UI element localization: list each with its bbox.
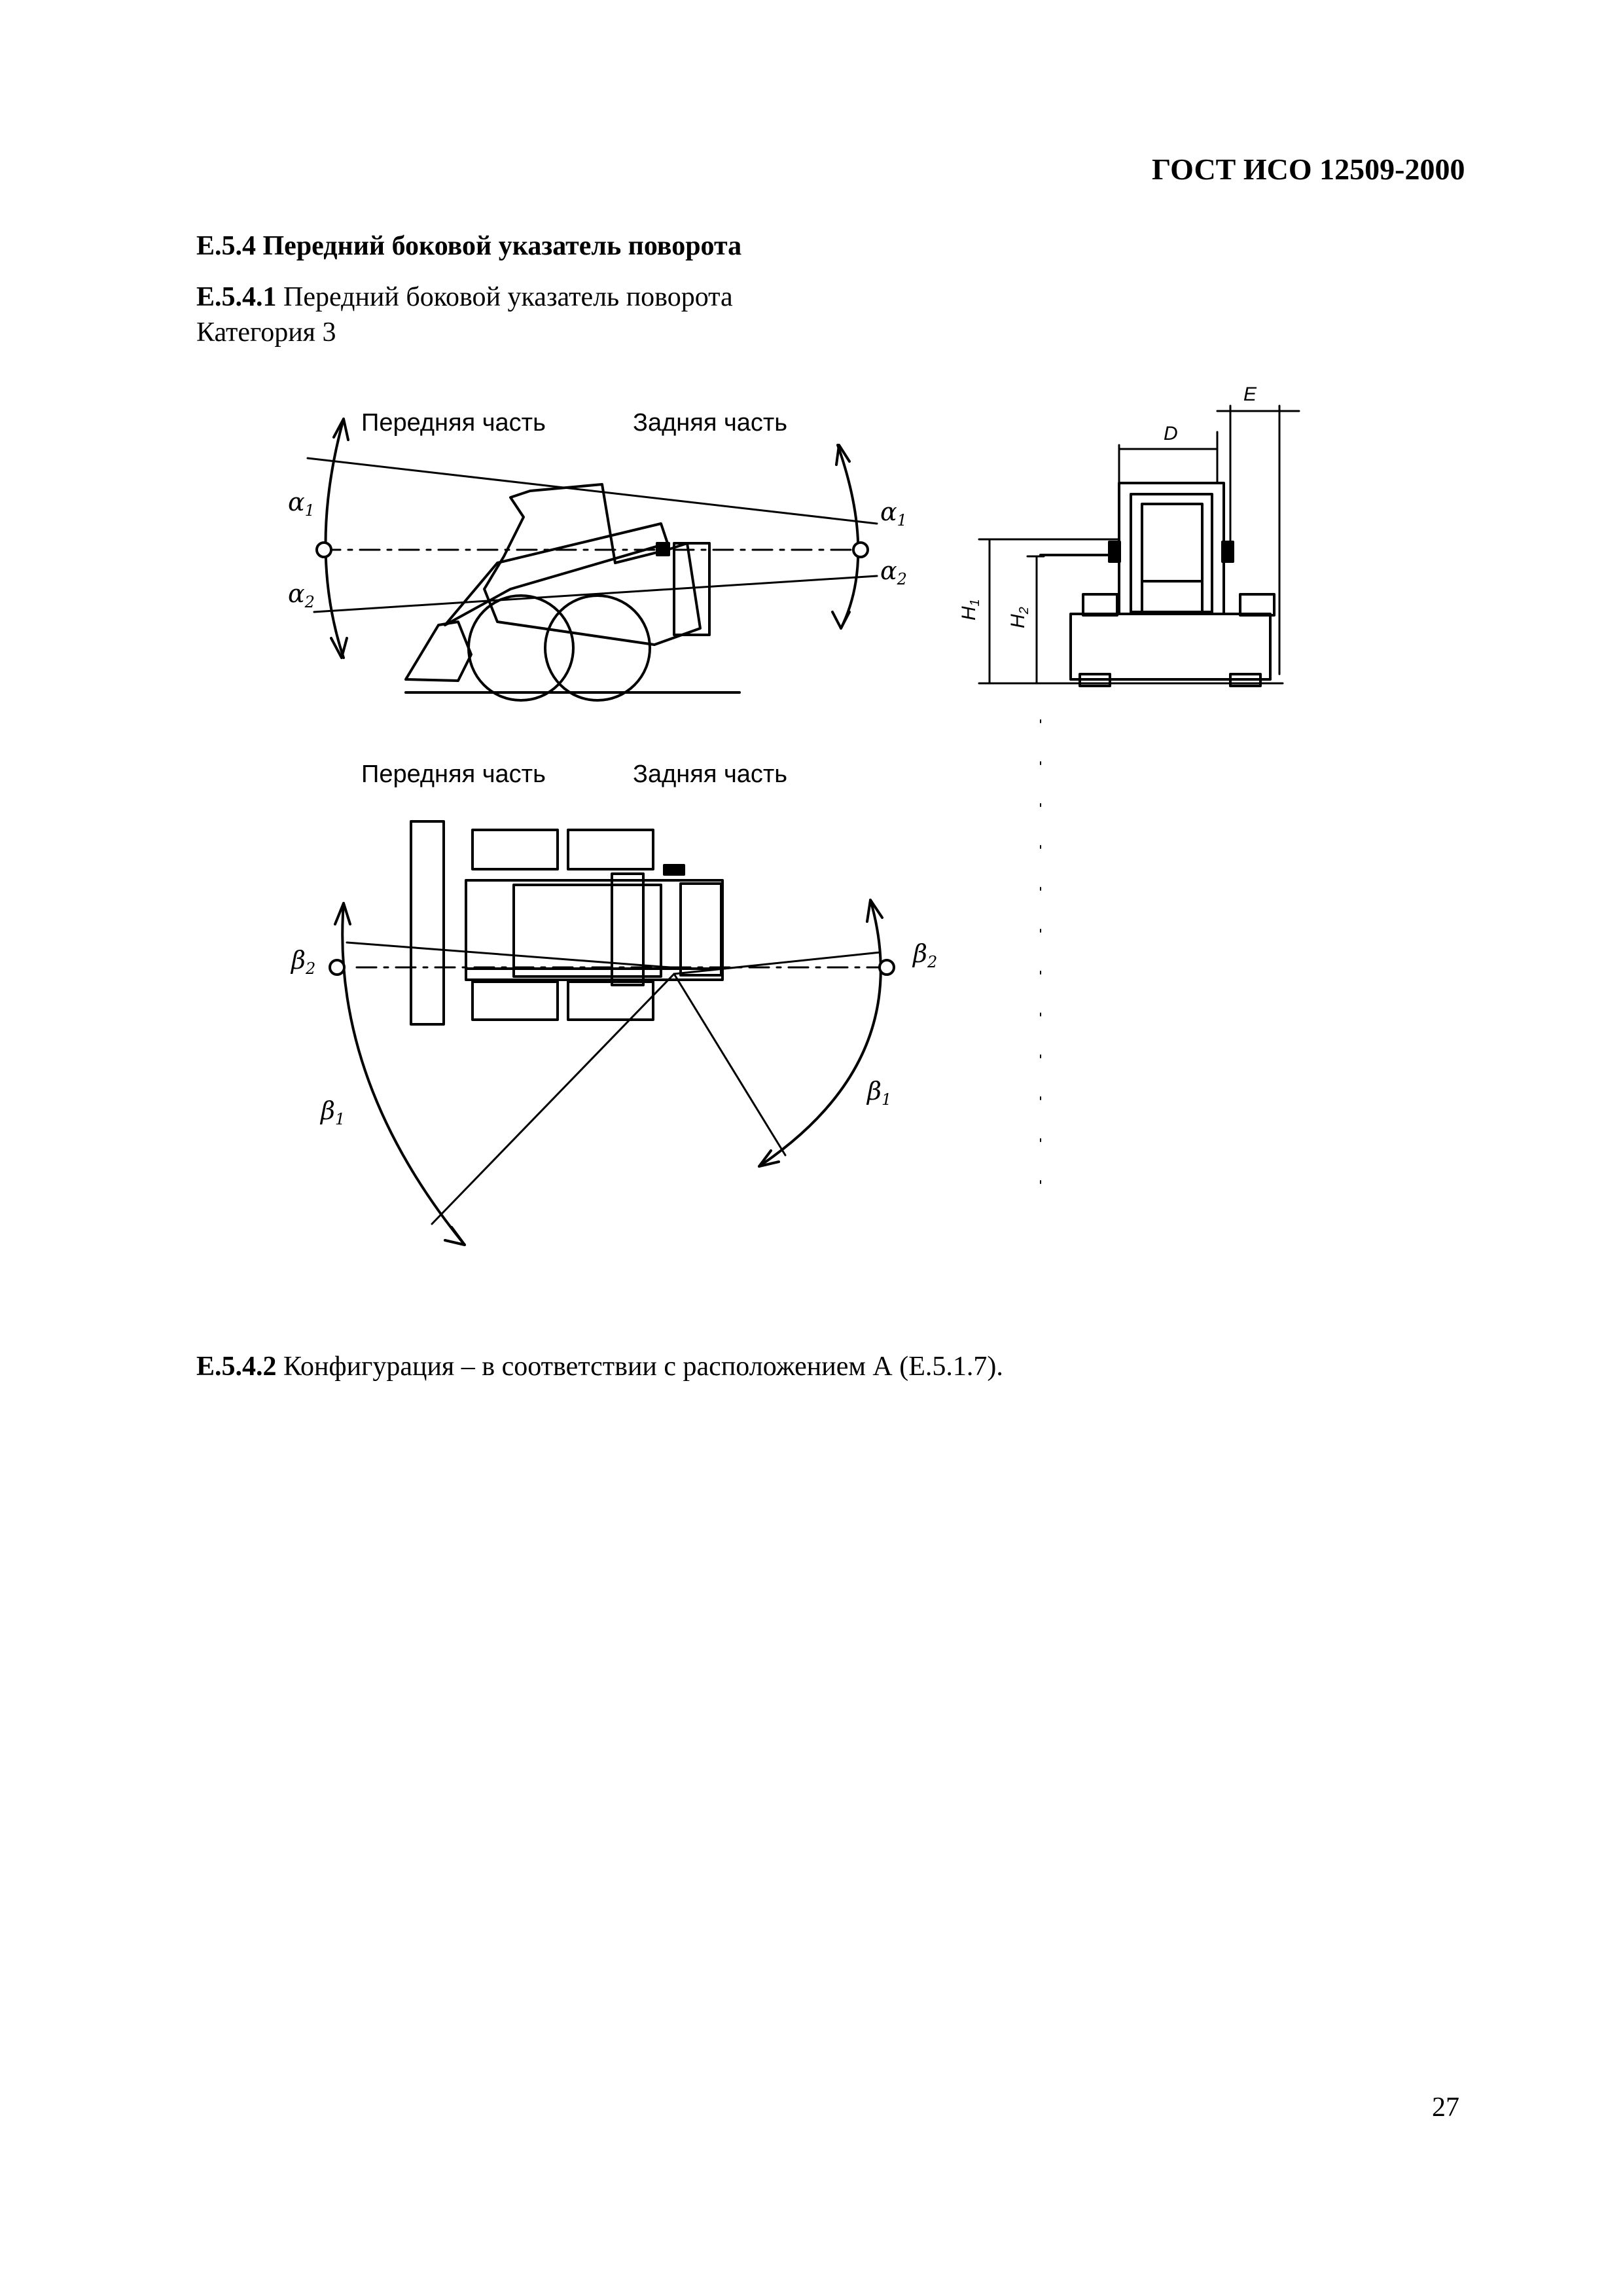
beta2-right-label: $\beta_2$ — [913, 939, 938, 971]
page-number: 27 — [1432, 2092, 1459, 2123]
configuration-paragraph — [196, 1351, 1003, 1382]
top-view-diagram — [330, 821, 894, 1245]
alpha1-right-label: $\alpha_1$ — [880, 497, 907, 529]
subsection2-number: Е.5.4.2 — [196, 1352, 277, 1382]
dim-e-label: E — [1243, 384, 1257, 405]
alpha1-left-label: $\alpha_1$ — [288, 488, 315, 520]
front-view-diagram — [979, 406, 1299, 1191]
top-rear-label: Задняя часть — [633, 761, 788, 788]
dim-d-label: D — [1164, 423, 1178, 444]
side-rear-label: Задняя часть — [633, 409, 788, 437]
side-front-label: Передняя часть — [361, 409, 546, 437]
side-view-diagram — [308, 419, 877, 700]
category-line: Категория 3 — [196, 317, 336, 348]
beta1-right-label: $\beta_1$ — [867, 1077, 892, 1109]
dim-h2-label: $H_2$ — [1007, 607, 1031, 628]
dim-h1-label: $H_1$ — [958, 599, 982, 620]
alpha2-right-label: $\alpha_2$ — [880, 556, 907, 588]
document-header: ГОСТ ИСО 12509-2000 — [1152, 152, 1465, 186]
subsection-text: Передний боковой указатель поворота — [276, 282, 733, 312]
top-front-label: Передняя часть — [361, 761, 546, 788]
alpha2-left-label: $\alpha_2$ — [288, 579, 315, 611]
subsection2-text: Конфигурация – в соответствии с расположением А (Е.5.1.7). — [276, 1352, 1003, 1382]
section-title: Е.5.4 Передний боковой указатель поворота — [196, 231, 742, 261]
beta2-left-label: $\beta_2$ — [291, 946, 316, 978]
beta1-left-label: $\beta_1$ — [321, 1096, 346, 1128]
subsection-number: Е.5.4.1 — [196, 282, 277, 312]
